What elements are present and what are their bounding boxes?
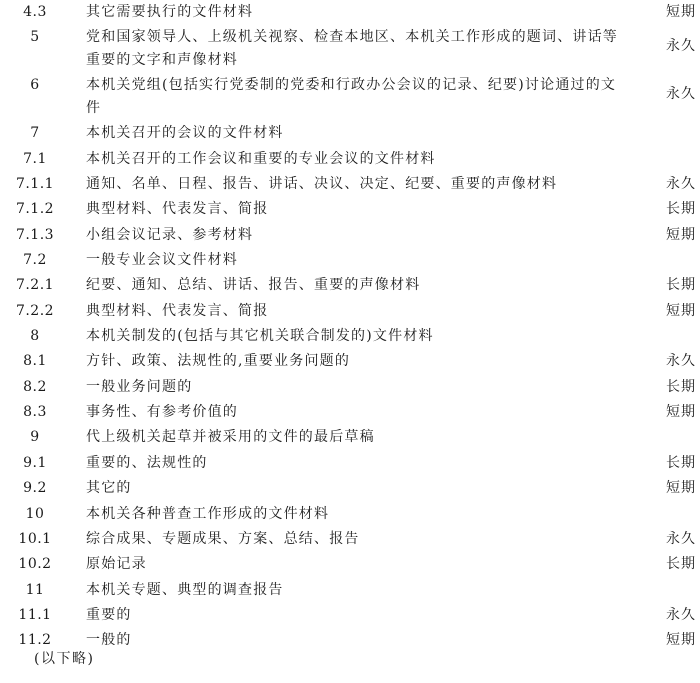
table-row [0,73,700,121]
table-row [0,172,700,197]
retention-period: 短期 [666,632,696,649]
item-number: 7.1 [23,150,47,167]
item-number: 11 [25,581,45,598]
item-number: 7 [30,125,40,142]
item-description: 综合成果、专题成果、方案、总结、报告 [86,530,360,547]
item-description: 纪要、通知、总结、讲话、报告、重要的声像材料 [86,277,421,294]
item-number: 4.3 [23,4,47,20]
retention-period: 短期 [666,226,696,243]
item-number: 5 [30,29,40,46]
item-description: 事务性、有参考价值的 [86,404,238,421]
item-description: 一般业务问题的 [86,378,193,395]
item-description: 其它的 [86,480,132,497]
item-number: 7.1.2 [15,201,55,218]
item-description: 重要的 [86,606,132,623]
retention-period: 短期 [666,302,696,319]
item-description: 本机关召开的工作会议和重要的专业会议的文件材料 [86,150,436,167]
retention-period: 短期 [666,480,696,497]
retention-period: 长期 [666,378,696,395]
item-number: 7.1.1 [15,176,55,193]
item-description: 本机关各种普查工作形成的文件材料 [86,505,330,522]
item-number: 8.3 [23,404,47,421]
item-number: 8.2 [23,378,47,395]
table-row [0,527,700,552]
item-number: 11.1 [18,606,52,623]
retention-period: 长期 [666,201,696,218]
retention-period: 短期 [666,404,696,421]
item-number: 7.2.1 [15,277,55,294]
retention-period: 永久 [666,86,696,103]
item-description: 代上级机关起草并被采用的文件的最后草稿 [86,429,375,446]
item-number: 8.1 [23,353,47,370]
table-row [0,628,700,653]
item-description: 一般专业会议文件材料 [86,252,238,269]
table-row [0,425,700,450]
item-description: 通知、名单、日程、报告、讲话、决议、决定、纪要、重要的声像材料 [86,176,558,193]
item-number: 7.2.2 [15,302,55,319]
item-number: 11.2 [18,632,52,649]
item-description: 一般的 [86,632,132,649]
table-row [0,349,700,374]
item-description: 重要的、法规性的 [86,454,208,471]
item-description: 原始记录 [86,556,147,573]
item-description: 典型材料、代表发言、简报 [86,302,269,319]
retention-period: 短期 [666,4,696,20]
table-row [0,476,700,501]
item-number: 7.2 [23,252,47,269]
retention-period: 长期 [666,454,696,471]
item-description: 本机关召开的会议的文件材料 [86,125,284,142]
item-description: 本机关制发的(包括与其它机关联合制发的)文件材料 [86,328,434,345]
retention-period: 永久 [666,353,696,370]
item-description: 小组会议记录、参考材料 [86,226,254,243]
table-row [0,0,700,25]
item-number: 9 [30,429,40,446]
table-row [0,147,700,172]
table-row [0,552,700,577]
item-number: 7.1.3 [15,226,55,243]
item-description: 本机关党组(包括实行党委制的党委和行政办公会议的记录、纪要)讨论通过的文件 [86,77,617,117]
item-number: 8 [30,328,40,345]
item-number: 9.2 [23,480,47,497]
table-row [0,324,700,349]
omitted-note: (以下略) [34,651,95,667]
table-row [0,400,700,425]
retention-period: 长期 [666,277,696,294]
item-number: 6 [30,77,40,94]
item-number: 10 [25,505,45,522]
item-description: 方针、政策、法规性的,重要业务问题的 [86,353,351,370]
table-row [0,603,700,628]
table-row [0,121,700,146]
item-description: 党和国家领导人、上级机关视察、检查本地区、本机关工作形成的题词、讲话等重要的文字和声像材料 [86,29,618,69]
table-row [0,223,700,248]
item-description: 典型材料、代表发言、简报 [86,201,269,218]
table-row [0,248,700,273]
item-number: 9.1 [23,454,47,471]
retention-period: 永久 [666,38,696,55]
retention-period: 长期 [666,556,696,573]
table-row [0,197,700,222]
retention-period: 永久 [666,176,696,193]
table-row [0,273,700,298]
table-row [0,375,700,400]
item-number: 10.2 [18,556,52,573]
retention-period: 永久 [666,530,696,547]
table-row [0,25,700,73]
table-row [0,502,700,527]
table-row [0,299,700,324]
item-description: 其它需要执行的文件材料 [86,4,254,20]
item-number: 10.1 [18,530,52,547]
table-row [0,451,700,476]
table-row [0,578,700,603]
item-description: 本机关专题、典型的调查报告 [86,581,284,598]
retention-period: 永久 [666,606,696,623]
